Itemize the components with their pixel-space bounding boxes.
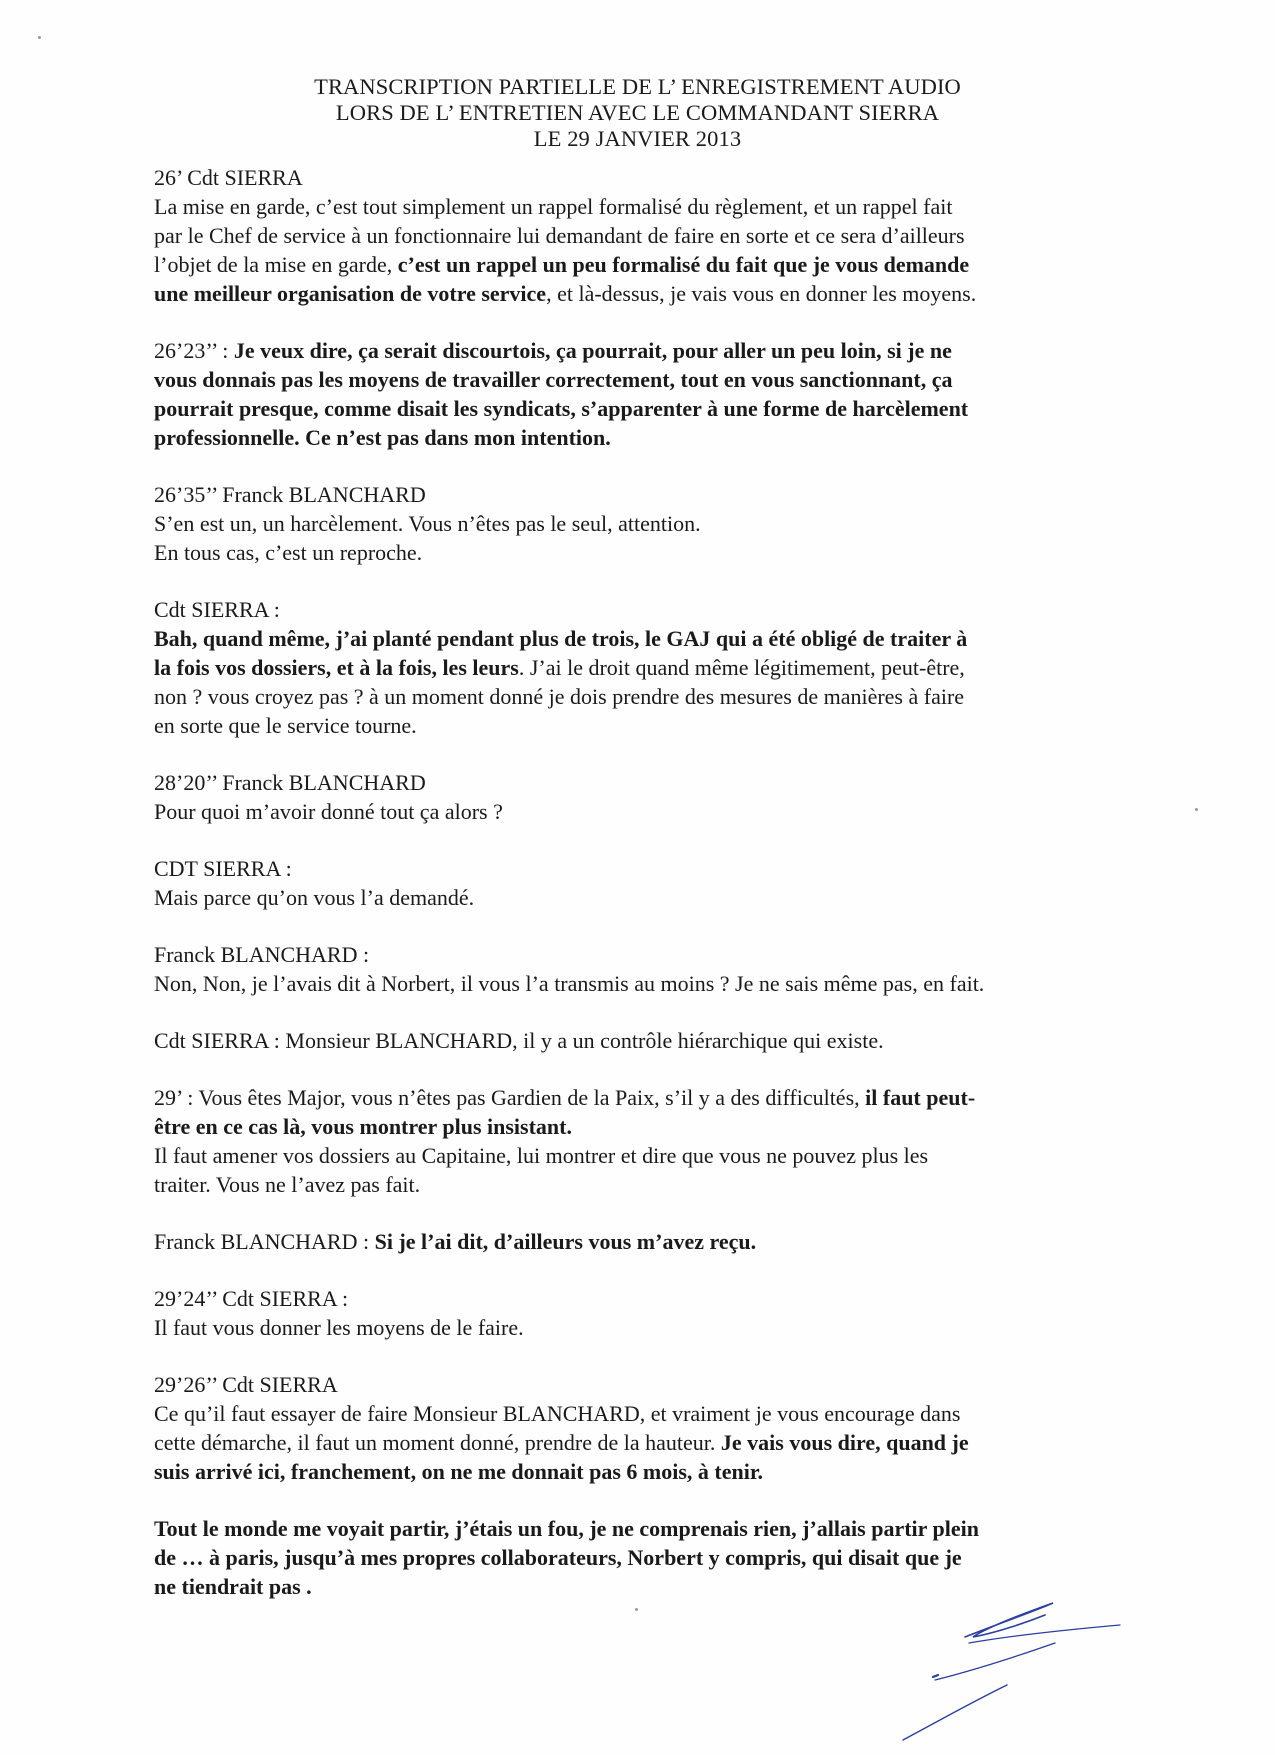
bold-text: Je veux dire, ça serait discourtois, ça pourrait, pour aller un peu loin, si je ne [233,338,952,363]
text-line: La mise en garde, c’est tout simplement un rappel formalisé du règlement, et un rappel fait [154,194,953,219]
text-span: , et là-dessus, je vais vous en donner les moyens. [546,281,977,306]
text-line: Non, Non, je l’avais dit à Norbert, il vous l’a transmis au moins ? Je ne sais même pas, en fait. [154,971,985,996]
bold-text: ne tiendrait pas . [154,1574,312,1599]
bold-text: professionnelle. Ce n’est pas dans mon intention. [154,425,611,450]
bold-text: vous donnais pas les moyens de travailler correctement, tout en vous sanctionnant, ça [154,367,953,392]
speaker-label: Franck BLANCHARD : [154,942,370,967]
text-span: . J’ai le droit quand même légitimement, peut-être, [518,655,965,680]
transcript-entry [154,336,1154,452]
text-line [154,624,1154,653]
transcript-body [154,163,1154,1629]
text-line [154,1514,1154,1543]
text-line: traiter. Vous ne l’avez pas fait. [154,1172,421,1197]
text-line: En tous cas, c’est un reproche. [154,540,423,565]
text-line: Cdt SIERRA : Monsieur BLANCHARD, il y a un contrôle hiérarchique qui existe. [154,1028,884,1053]
text-line: Pour quoi m’avoir donné tout ça alors ? [154,799,503,824]
text-line [154,365,1154,394]
transcript-entry [154,768,1154,826]
text-line [154,423,1154,452]
speaker-label: 28’20’’ Franck BLANCHARD [154,770,426,795]
bold-text: de … à paris, jusqu’à mes propres collaborateurs, Norbert y compris, qui disait que je [154,1545,962,1570]
transcript-entry [154,1083,1154,1199]
bold-text: être en ce cas là, vous montrer plus insistant. [154,1114,572,1139]
bold-text: Si je l’ai dit, d’ailleurs vous m’avez reçu. [374,1229,757,1254]
text-line: Mais parce qu’on vous l’a demandé. [154,885,475,910]
text-line [154,1543,1154,1572]
header-title-line-1: TRANSCRIPTION PARTIELLE DE L’ ENREGISTREMENT AUDIO [314,74,961,99]
transcript-entry [154,1026,1154,1055]
transcript-entry [154,595,1154,740]
speaker-label: Cdt SIERRA : [154,597,280,622]
signature-icon [895,1585,1215,1750]
speaker-label: Franck BLANCHARD : [154,1229,375,1254]
transcript-entry [154,1284,1154,1342]
transcript-entry [154,854,1154,912]
speaker-label: CDT SIERRA : [154,856,292,881]
transcript-entry [154,1227,1154,1256]
text-line [154,279,1154,308]
bold-text: pourrait presque, comme disait les syndicats, s’apparenter à une forme de harcèlement [154,396,969,421]
header-date: LE 29 JANVIER 2013 [533,126,742,151]
text-line [154,394,1154,423]
header-title-line-2: LORS DE L’ ENTRETIEN AVEC LE COMMANDANT SIERRA [335,100,940,125]
text-line [154,1083,1154,1112]
text-line [154,1428,1154,1457]
bold-text: il faut peut- [865,1085,976,1110]
text-span: l’objet de la mise en garde, [154,252,398,277]
text-line: S’en est un, un harcèlement. Vous n’êtes pas le seul, attention. [154,511,701,536]
text-line [154,250,1154,279]
text-line: par le Chef de service à un fonctionnaire lui demandant de faire en sorte et ce sera d’ailleurs [154,223,965,248]
text-line [154,1227,1154,1256]
bold-text: Tout le monde me voyait partir, j’étais un fou, je ne comprenais rien, j’allais partir plein [154,1516,979,1541]
text-line [154,336,1154,365]
document-header [0,74,1275,152]
transcript-entry [154,940,1154,998]
transcript-entry [154,1370,1154,1486]
scan-speck [635,1608,638,1611]
text-line [154,653,1154,682]
speaker-label: 29’24’’ Cdt SIERRA : [154,1286,349,1311]
text-line: Il faut amener vos dossiers au Capitaine, lui montrer et dire que vous ne pouvez plus les [154,1143,929,1168]
transcript-entry [154,480,1154,567]
speaker-label: 26’ Cdt SIERRA [154,165,303,190]
bold-text: suis arrivé ici, franchement, on ne me donnait pas 6 mois, à tenir. [154,1459,764,1484]
text-line: non ? vous croyez pas ? à un moment donné je dois prendre des mesures de manières à faire [154,684,965,709]
bold-text: la fois vos dossiers, et à la fois, les leurs [154,655,519,680]
bold-text: Je vais vous dire, quand je [720,1430,969,1455]
text-span: 29’ : Vous êtes Major, vous n’êtes pas Gardien de la Paix, s’il y a des difficultés, [154,1085,866,1110]
timestamp: 26’23’’ : [154,338,234,363]
speaker-label: 26’35’’ Franck BLANCHARD [154,482,426,507]
text-line: Ce qu’il faut essayer de faire Monsieur BLANCHARD, et vraiment je vous encourage dans [154,1401,961,1426]
text-line: en sorte que le service tourne. [154,713,417,738]
scan-speck [1195,808,1198,811]
bold-text: c’est un rappel un peu formalisé du fait que je vous demande [397,252,970,277]
bold-text: Bah, quand même, j’ai planté pendant plus de trois, le GAJ qui a été obligé de traiter à [154,626,968,651]
text-span: cette démarche, il faut un moment donné, prendre de la hauteur. [154,1430,721,1455]
speaker-label: 29’26’’ Cdt SIERRA [154,1372,338,1397]
scan-speck [38,36,41,39]
text-line [154,1457,1154,1486]
bold-text: une meilleur organisation de votre service [154,281,547,306]
text-line: Il faut vous donner les moyens de le faire. [154,1315,524,1340]
text-line [154,1112,1154,1141]
transcript-entry [154,163,1154,308]
